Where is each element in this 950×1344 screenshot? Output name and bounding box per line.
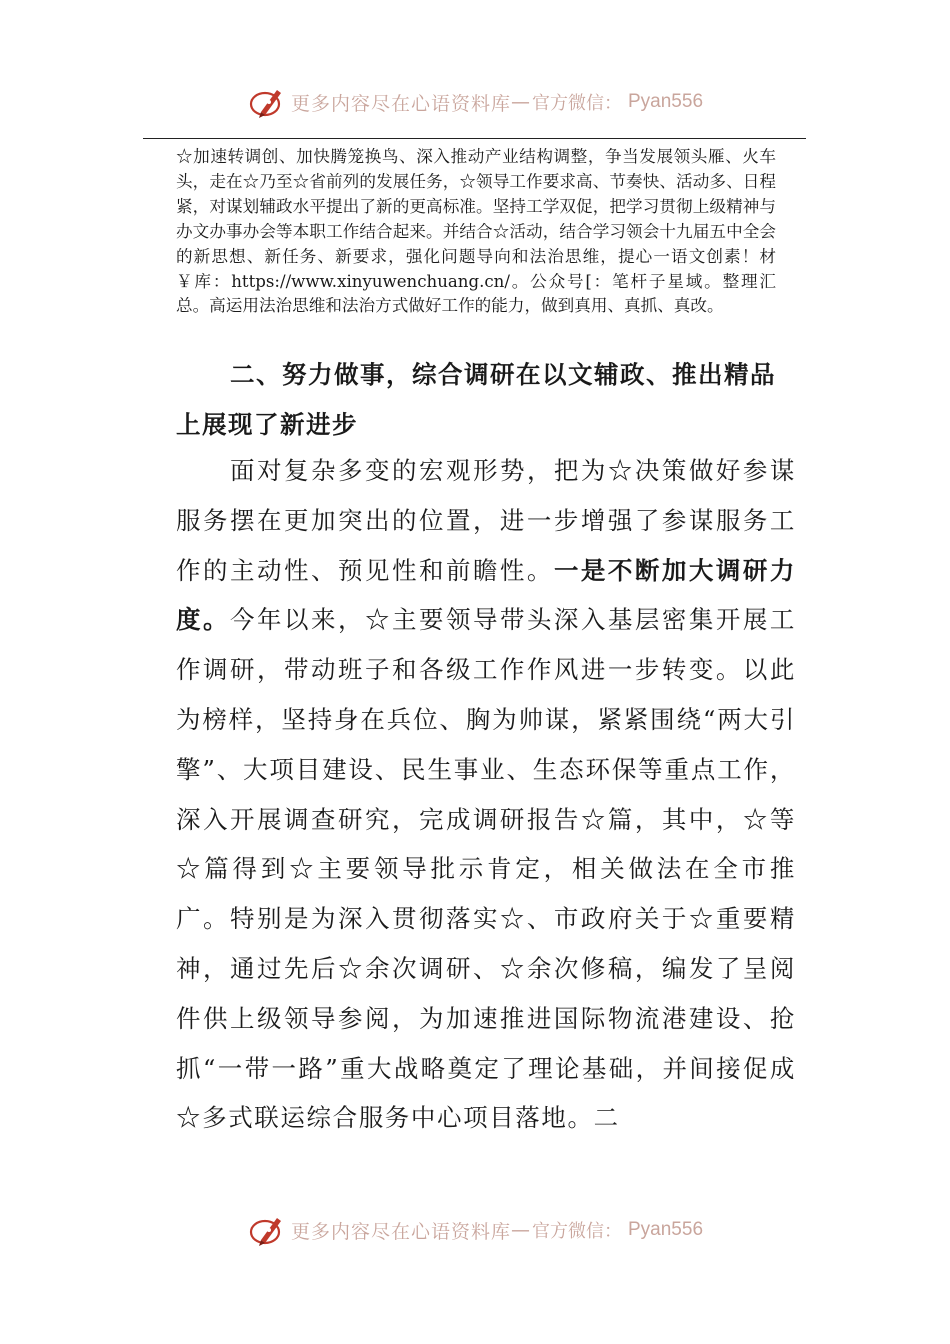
banner-text: 更多内容尽在心语资料库: [290, 92, 511, 115]
body-lead-text: 面对复杂多变的宏观形势，把为☆决策做好参谋服务摆在更加突出的位置，进一步增强了参谋服务工作的主动性、预见性和前瞻性。: [176, 456, 796, 585]
banner-separator: —: [511, 1219, 530, 1241]
banner-wechat-id: Pyan556: [628, 1219, 704, 1240]
header-divider: [143, 138, 806, 139]
body-paragraph: [176, 446, 796, 1143]
section-heading: 二、努力做事，综合调研在以文辅政、推出精品上展现了新进步: [176, 360, 776, 439]
banner-wechat-label: 官方微信：: [532, 93, 622, 114]
body-bold-text: 一是不断加大调研力度。: [176, 555, 796, 635]
pen-nib-logo-icon: [247, 82, 287, 122]
pen-nib-logo-icon: [247, 1210, 287, 1250]
banner-wechat-label: 官方微信：: [532, 1221, 622, 1242]
banner-separator: —: [511, 91, 530, 113]
banner-text: 更多内容尽在心语资料库: [290, 1220, 511, 1243]
body-rest-text: 今年以来，☆主要领导带头深入基层密集开展工作调研，带动班子和各级工作作风进一步转变。以此为榜样，坚持身在兵位、胸为帅谋，紧紧围绕“两大引擎”、大项目建设、民生事业、生态环保等重点工作，深入开展调查研究，完成调研报告☆篇，其中，☆等☆篇得到☆主要领导批示肯定，相关做法在全市推广。特别是为深入贯彻落实☆、市政府关于☆重要精神，通过先后☆余次调研、☆余次修稿，编发了呈阅件供上级领导参阅，为加速推进国际物流港建设、抢抓“一带一路”重大战略奠定了理论基础，并间接促成☆多式联运综合服务中心项目落地。二: [176, 605, 796, 1133]
footer-banner: [0, 1208, 950, 1252]
header-banner: [0, 80, 950, 124]
banner-wechat-id: Pyan556: [628, 91, 704, 112]
intro-paragraph: ☆加速转调创、加快腾笼换鸟、深入推动产业结构调整，争当发展领头雁、火车头，走在☆乃至☆省前列的发展任务，☆领导工作要求高、节奏快、活动多、日程紧，对谋划辅政水平提出了新的更高标准。坚持工学双促，把学习贯彻上级精神与办文办事办会等本职工作结合起来。并结合☆活动，结合学习领会十九届五中全会的新思想、新任务、新要求，强化问题导向和法治思维，提心一语文创素！材￥库：https://www.xinyuwenchuang.cn/。公众号[：笔杆子星域。整理汇总。高运用法治思维和法治方式做好工作的能力，做到真用、真抓、真改。: [176, 147, 776, 316]
